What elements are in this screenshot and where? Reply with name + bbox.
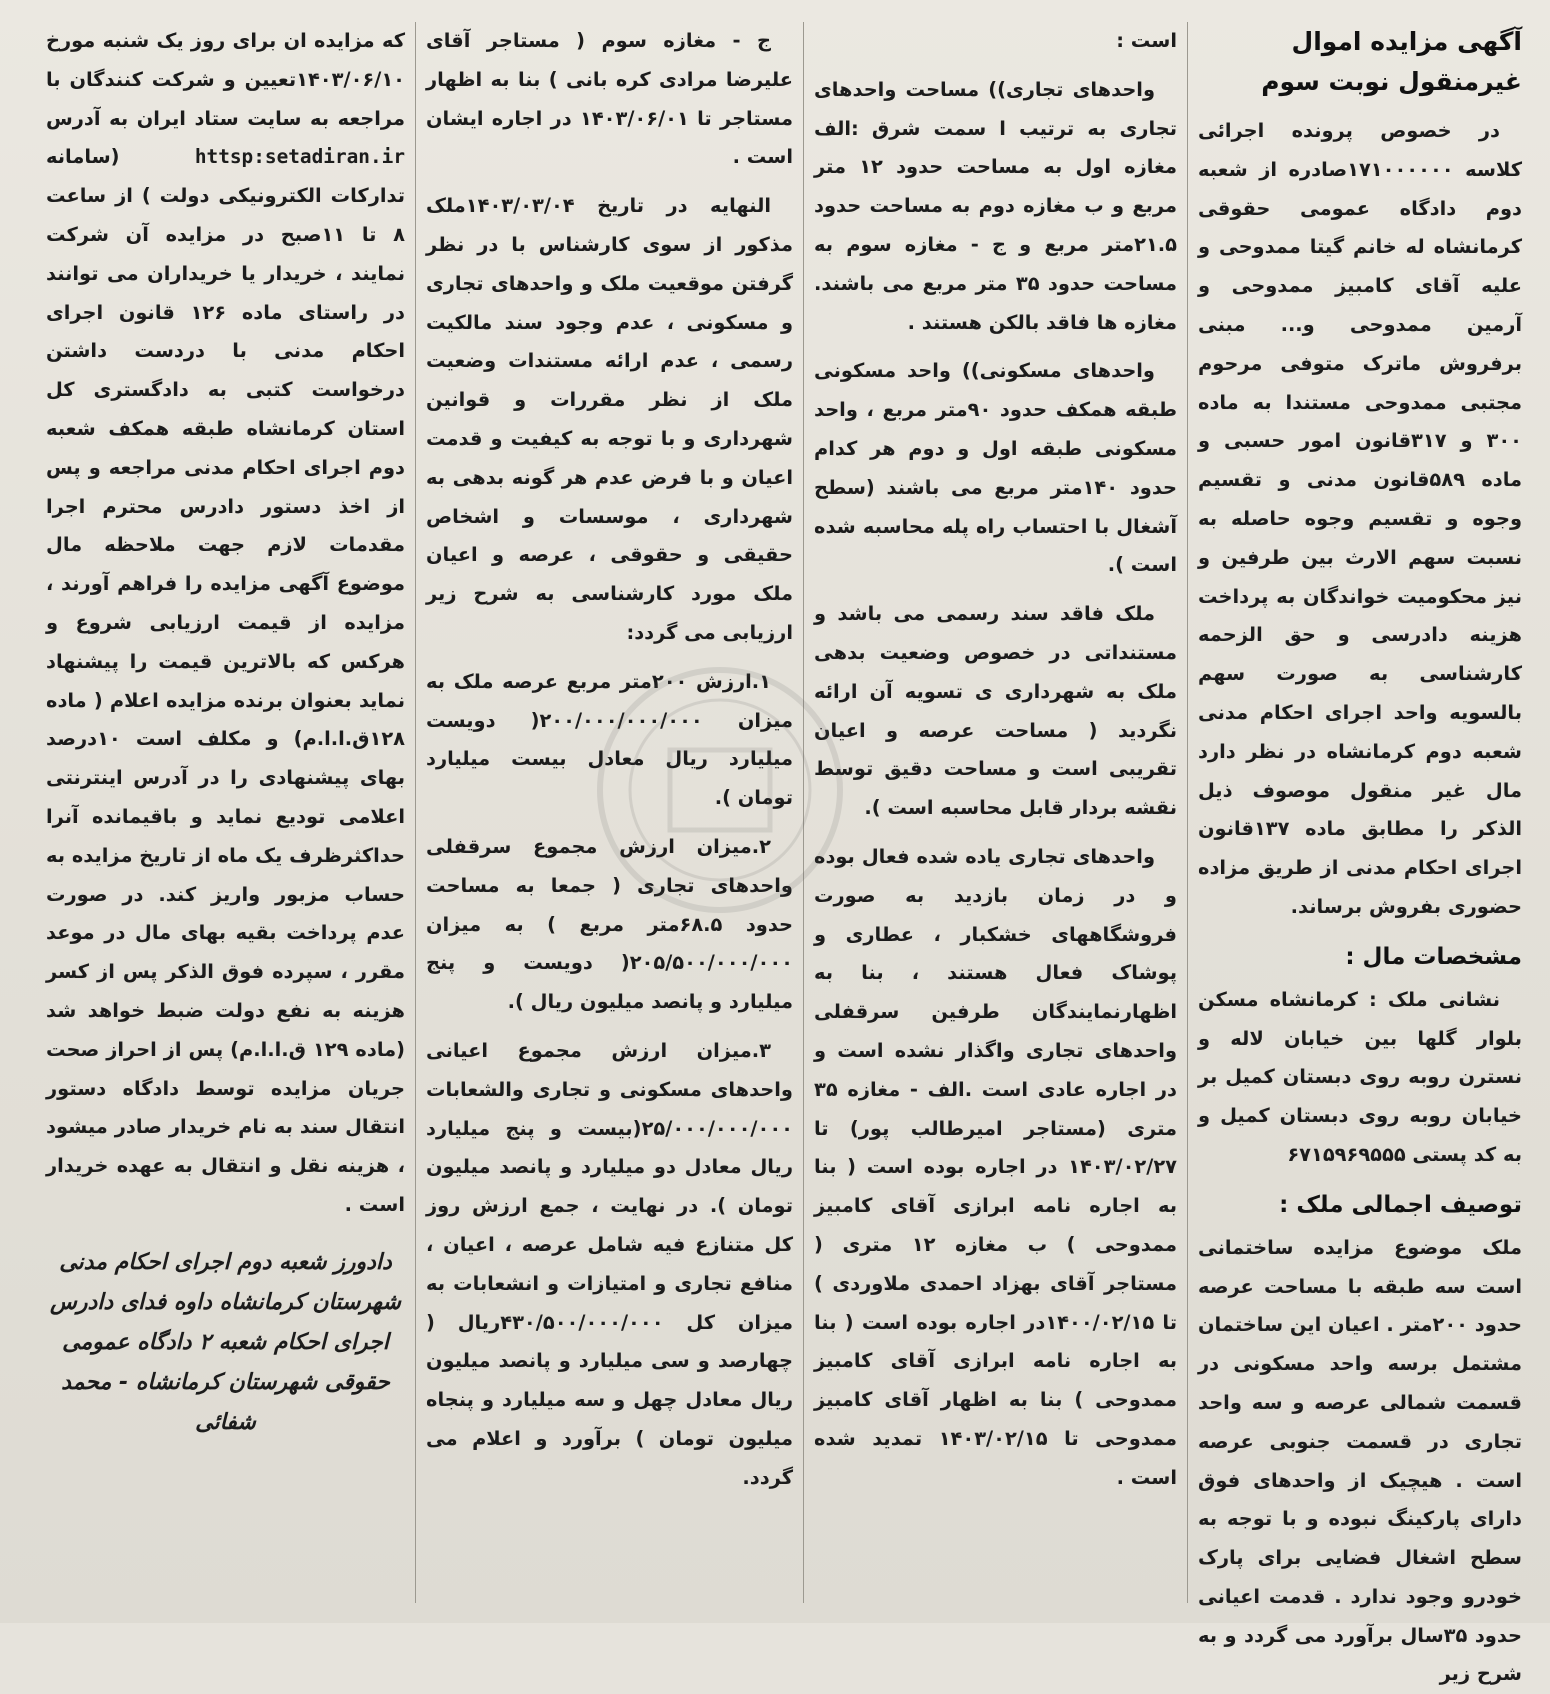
auction-text-b: (سامانه تدارکات الکترونیکی دولت ) از ساعت ۸ تا ۱۱صبح در مزایده آن شرکت نمایند ، خریدار یا خریداران می توانند در راستای ماده ۱۲۶ قانون اجرای احکام مدنی با دردست داشتن درخواست کتبی به دادگستری کل استان کرمانشاه طبقه همکف شعبه دوم اجرای احکام مدنی مراجعه و پس از اخذ دستور دادرس محترم اجرا مقدمات لازم جهت ملاحظه مال موضوع آگهی مزایده را فراهم آورند ، مزایده از قیمت ارزیابی شروع و هرکس که بالاترین قیمت را پیشنهاد نماید بعنوان برنده مزایده اعلام ( ماده ۱۲۸ق.ا.ا.م) و مکلف است ۱۰درصد بهای پیشنهادی را در آدرس اینترنتی اعلامی تودیع نماید و باقیمانده آنرا حداکثرظرف یک ماه از تاریخ مزایده به حساب مزبور واریز کند. در صورت عدم پرداخت بقیه بهای مال در موعد مقرر ، سپرده فوق الذکر پس از کسر هزینه به نفع دولت ضبط خواهد شد (ماده ۱۲۹ ق.ا.ا.م) پس از احراز صحت جریان مزایده توسط دادگاه دستور انتقال سند به نام خریدار صادر میشود ، هزینه نقل و انتقال به عهده خریدار است . <box>46 145 405 1216</box>
website-link: httsp:setadiran.ir <box>194 145 405 169</box>
deed-status: ملک فاقد سند رسمی می باشد و مستنداتی در خصوص وضعیت بدهی ملک به شهرداری ی تسویه آن ارائه نگردید ( مساحت عرصه و اعیان تقریبی است و مساحت دقیق توسط نقشه بردار قابل محاسبه است ). <box>814 602 1177 820</box>
column-2 <box>804 22 1188 1603</box>
valuation-item-3: ۳.میزان ارزش مجموع اعیانی واحدهای مسکونی و تجاری والشعابات ۲۵/۰۰۰/۰۰۰/۰۰۰(بیست و پنج میلیارد ریال معادل دو میلیارد و پانصد میلیون تومان ). در نهایت ، جمع ارزش روز کل متنازع فیه شامل عرصه ، اعیان ، منافع تجاری و امتیازات و انشعابات به میزان کل ۴۳۰/۵۰۰/۰۰۰/۰۰۰ریال ( چهارصد و سی میلیارد و پانصد میلیون ریال معادل چهل و سه میلیارد و پنجاه میلیون تومان ) برآورد و اعلام می گردد. <box>426 1038 793 1489</box>
valuation-item-2: ۲.میزان ارزش مجموع سرقفلی واحدهای تجاری ( جمعا به مساحت حدود ۶۸.۵متر مربع ) به میزان ۲۰۵/۵۰۰/۰۰۰/۰۰۰( دویست و پنج میلیارد و پانصد میلیون ریال ). <box>426 834 793 1014</box>
valuation-intro: النهایه در تاریخ ۱۴۰۳/۰۳/۰۴ملک مذکور از سوی کارشناس با در نظر گرفتن موقعیت ملک و واحدهای تجاری و مسکونی ، عدم وجود سند مالکیت رسمی ، عدم ارائه مستندات وضعیت ملک از نظر مقررات و قوانین شهرداری و با توجه به کیفیت و قدمت اعیان و با فرض عدم هر گونه بدهی به شهرداری ، موسسات و اشخاص حقیقی و حقوقی ، عرصه و اعیان ملک مورد کارشناسی به شرح زیر ارزیابی می گردد: <box>426 194 793 644</box>
auction-text-a: که مزایده ان برای روز یک شنبه مورخ ۱۴۰۳/۰۶/۱۰تعیین و شرکت کنندگان با مراجعه به سایت ستاد ایران به آدرس <box>46 29 405 130</box>
summary-heading: توصیف اجمالی ملک : <box>1279 1191 1522 1218</box>
notice-intro: در خصوص پرونده اجرائی کلاسه ۱۷۱۰۰۰۰۰۰صادره از شعبه دوم دادگاه عمومی حقوقی کرمانشاه له خانم گیتا ممدوحی و علیه آقای کامبیز ممدوحی و آرمین ممدوحی و... مبنی برفروش ماترک متوفی مرحوم مجتبی ممدوحی مستندا به ماده ۳۰۰ و ۳۱۷قانون امور حسبی و ماده ۵۸۹قانون مدنی و تقسیم وجوه و تقسیم وجوه حاصله به نسبت سهم الارث بین طرفین و نیز محکومیت خواندگان به پرداخت هزینه دادرسی و حق الزحمه کارشناسی به صورت سهم بالسویه واحد اجرای احکام مدنی شعبه دوم کرمانشاه در نظر دارد مال غیر منقول موصوف ذیل الذکر را مطابق ماده ۱۳۷قانون اجرای احکام مدنی از طریق مزاده حضوری بفروش برساند. <box>1198 119 1523 918</box>
column-lead: است : <box>1116 29 1177 52</box>
tenants-info: واحدهای تجاری یاده شده فعال بوده و در زمان بازدید به صورت فروشگاههای خشکبار ، عطاری و پوشاک فعال هستند ، بنا به اظهارنمایندگان طرفین سرقفلی واحدهای تجاری واگذار نشده است و در اجاره عادی است .الف - مغازه ۳۵ متری (مستاجر امیرطالب پور) تا ۱۴۰۳/۰۲/۲۷ در اجاره بوده است ( بنا به اجاره نامه ابرازی آقای کامبیز ممدوحی ) ب مغازه ۱۲ متری ( مستاجر آقای بهزاد احمدی ملاوردی ) تا ۱۴۰۰/۰۲/۱۵در اجاره بوده است ( بنا به اجاره نامه ابرازی آقای کامبیز ممدوحی ) بنا به اظهار آقای کامبیز ممدوحی تا ۱۴۰۳/۰۲/۱۵ تمدید شده است . <box>814 844 1177 1489</box>
article-columns <box>18 22 1532 1686</box>
commercial-units: واحدهای تجاری)) مساحت واحدهای تجاری به ترتیب ا سمت شرق :الف مغازه اول به مساحت حدود ۱۲ متر مربع و ب مغازه دوم به مساحت حدود ۲۱.۵متر مربع و ج - مغازه سوم به مساحت حدود ۳۵ متر مربع می باشند. مغازه ها فاقد بالکن هستند . <box>814 77 1178 334</box>
column-1 <box>1188 22 1532 1686</box>
property-address: نشانی ملک : کرمانشاه مسکن بلوار گلها بین خیابان لاله و نسترن روبه روی دبستان کمیل بر خیابان روبه روی دبستان کمیل و به کد پستی ۶۷۱۵۹۶۹۵۵۵ <box>1198 987 1522 1166</box>
shop-three: ج - مغازه سوم ( مستاجر آقای علیرضا مرادی کره بانی ) بنا به اظهار مستاجر تا ۱۴۰۳/۰۶/۰۱ در اجاره ایشان است . <box>426 29 793 169</box>
valuation-item-1: ۱.ارزش ۲۰۰متر مربع عرصه ملک به میزان ۲۰۰/۰۰۰/۰۰۰/۰۰۰( دویست میلیارد ریال معادل بیست میلیارد تومان ). <box>426 669 793 810</box>
specs-heading: مشخصات مال : <box>1345 943 1522 970</box>
notice-title: آگهی مزایده اموال غیرمنقول نوبت سوم <box>1261 27 1522 96</box>
residential-units: واحدهای مسکونی)) واحد مسکونی طبقه همکف حدود ۹۰متر مربع ، واحد مسکونی طبقه اول و دوم هر کدام حدود ۱۴۰متر مربع می باشند (سطح آشغال با احتساب راه پله محاسبه شده است ). <box>814 359 1178 577</box>
signature: دادورز شعبه دوم اجرای احکام مدنی شهرستان کرمانشاه داوه فدای دادرس اجرای احکام شعبه ۲ دادگاه عمومی حقوقی شهرستان کرمانشاه - محمد شفائی <box>49 1249 401 1435</box>
auction-details <box>46 22 405 1225</box>
column-4 <box>36 22 416 1603</box>
column-3 <box>416 22 804 1603</box>
property-summary: ملک موضوع مزایده ساختمانی است سه طبقه با مساحت عرصه حدود ۲۰۰متر . اعیان این ساختمان مشتمل برسه واحد مسکونی در قسمت شمالی عرصه و سه واحد تجاری در قسمت جنوبی عرصه است . هیچیک از واحدهای فوق دارای پارکینگ نبوده و با توجه به سطح اشغال فضایی برای پارک خودرو وجود ندارد . قدمت اعیانی حدود ۳۵سال برآورد می گردد و به شرح زیر <box>1198 1235 1522 1686</box>
